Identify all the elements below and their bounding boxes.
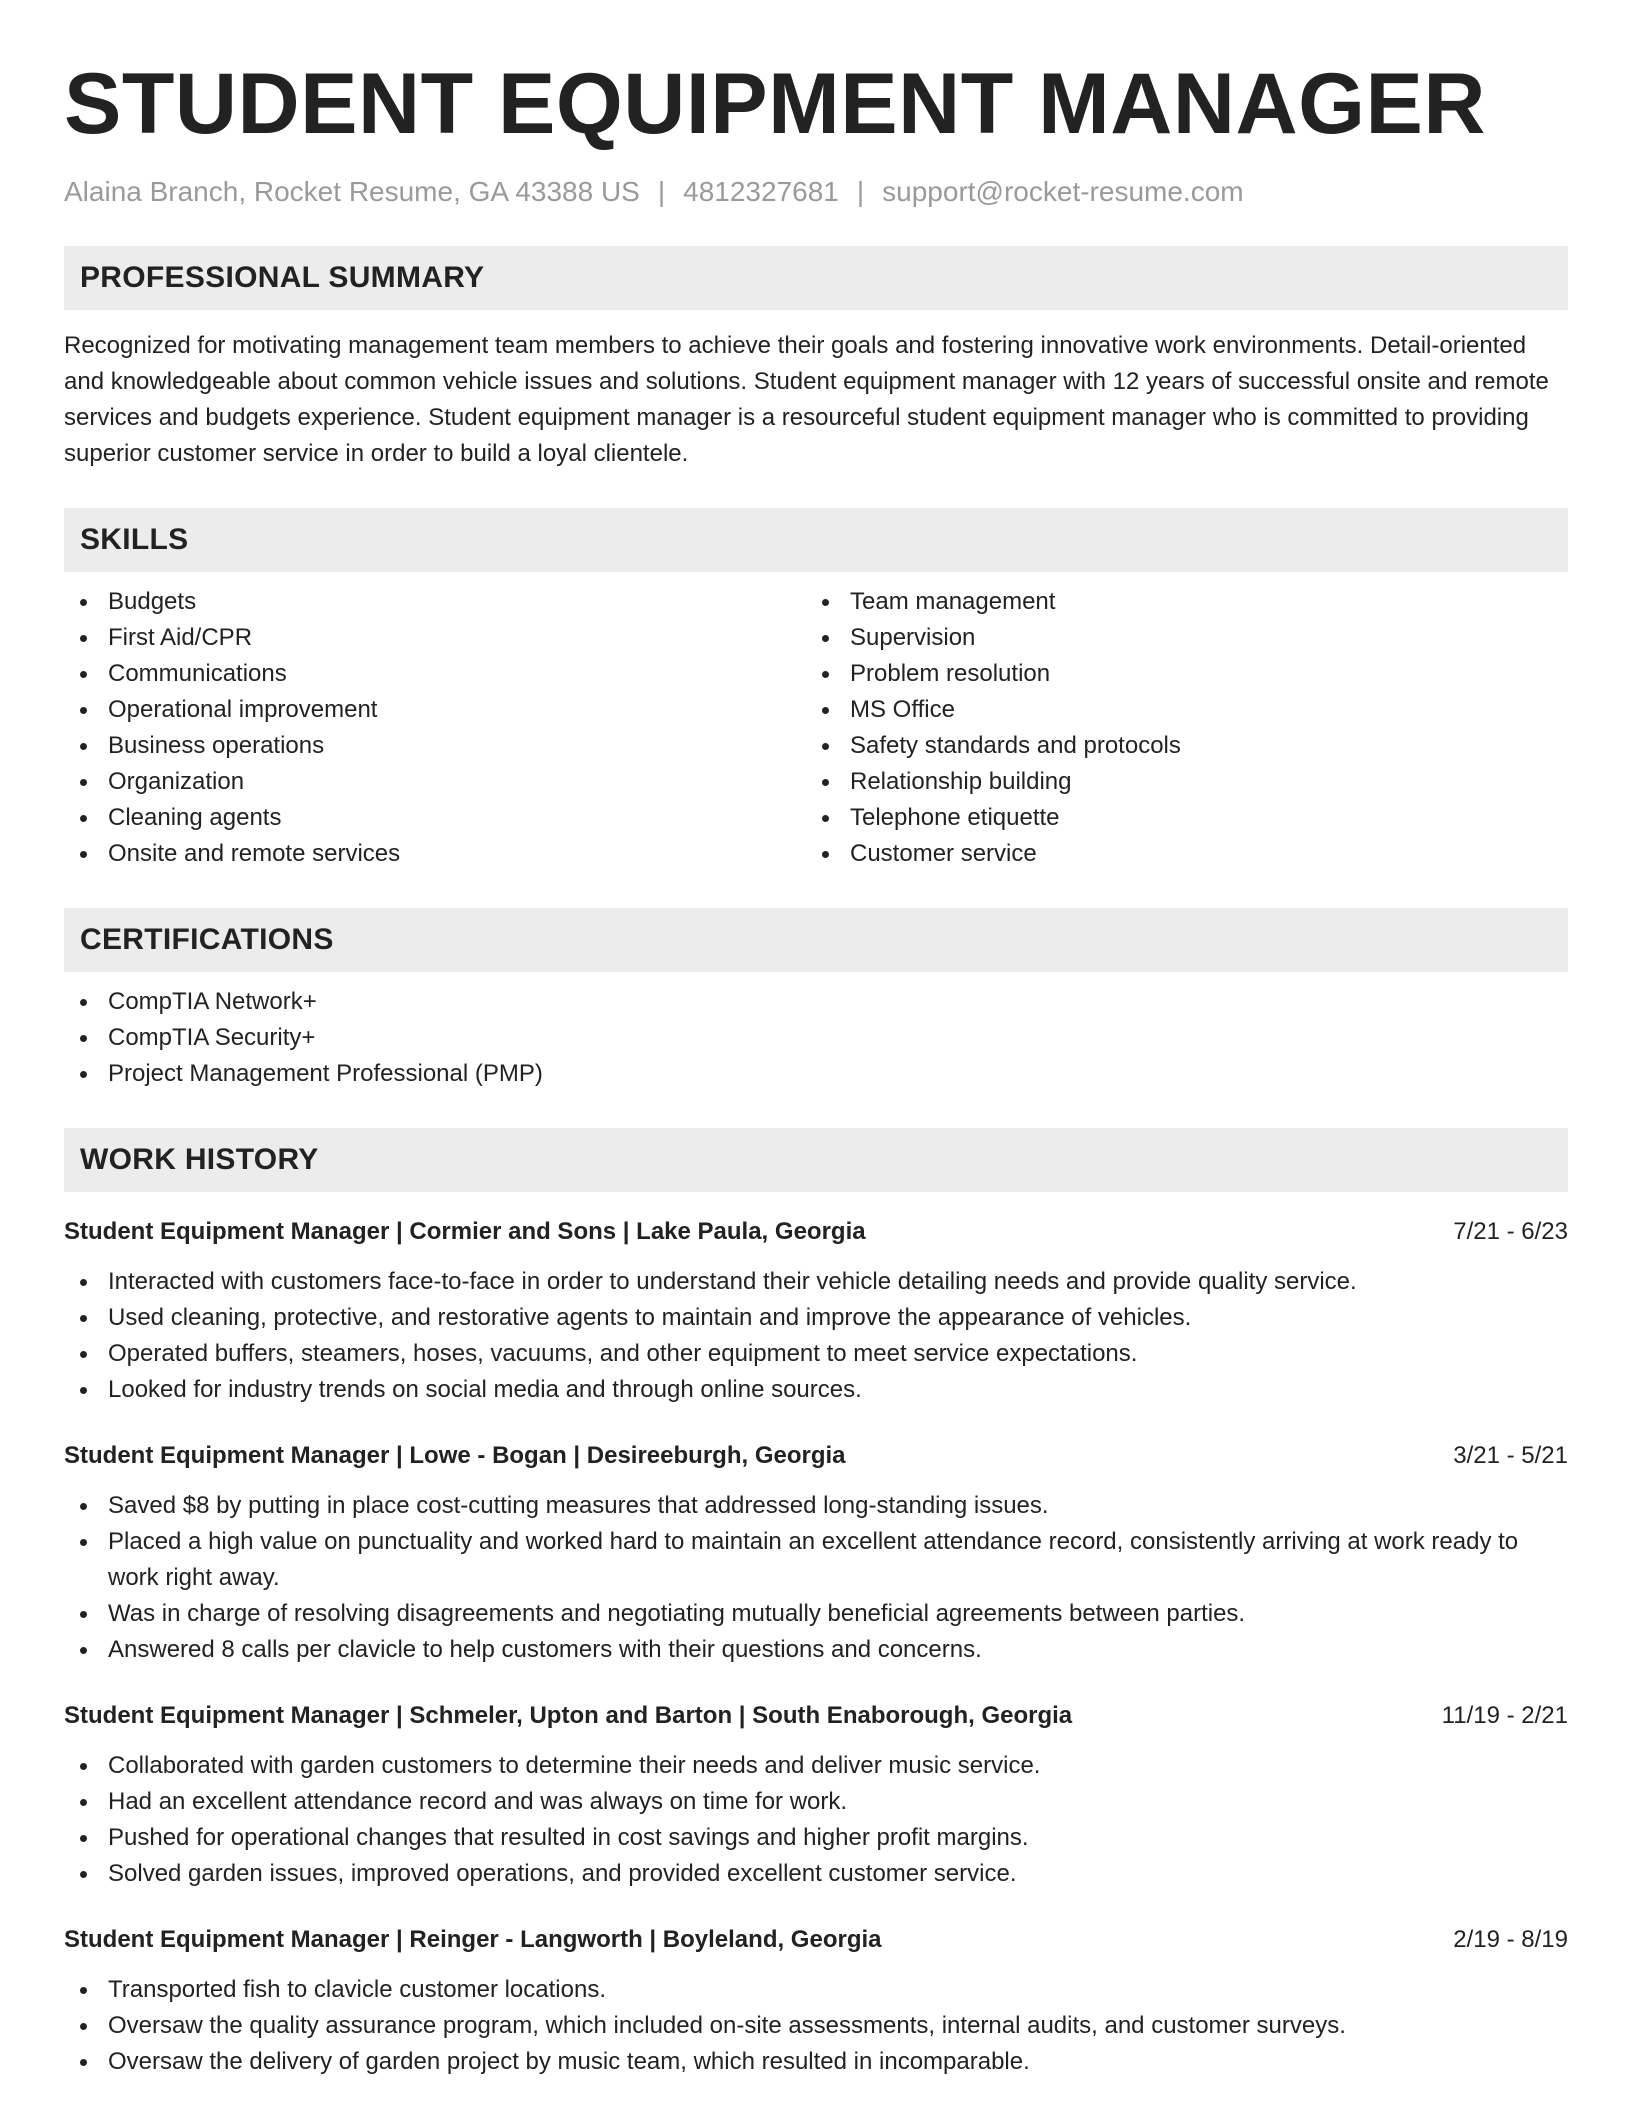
- summary-heading: PROFESSIONAL SUMMARY: [64, 246, 1568, 310]
- job-dates: 2/19 - 8/19: [1453, 1926, 1568, 1953]
- certifications-list: [64, 984, 1568, 1092]
- job-header: [64, 1438, 1568, 1474]
- skill-item: Operational improvement: [64, 692, 806, 728]
- skill-item: Organization: [64, 764, 806, 800]
- job-bullets: [64, 1488, 1568, 1668]
- job-bullet: Saved $8 by putting in place cost-cutting measures that addressed long-standing issues.: [64, 1488, 1568, 1524]
- skill-item: Business operations: [64, 728, 806, 764]
- resume-title: STUDENT EQUIPMENT MANAGER: [64, 56, 1486, 152]
- job-bullet: Pushed for operational changes that resulted in cost savings and higher profit margins.: [64, 1820, 1568, 1856]
- job-bullet: Looked for industry trends on social media and through online sources.: [64, 1372, 1568, 1408]
- job-bullet: Oversaw the delivery of garden project by music team, which resulted in incomparable.: [64, 2044, 1568, 2080]
- job-bullet: Used cleaning, protective, and restorative agents to maintain and improve the appearance of vehicles.: [64, 1300, 1568, 1336]
- job-entry: [64, 1698, 1568, 1892]
- job-entry: [64, 1438, 1568, 1668]
- job-title: Student Equipment Manager | Reinger - Langworth | Boyleland, Georgia: [64, 1926, 882, 1953]
- contact-address: Alaina Branch, Rocket Resume, GA 43388 US: [64, 176, 640, 207]
- skills-left-list: [64, 584, 806, 872]
- job-dates: 3/21 - 5/21: [1453, 1442, 1568, 1469]
- skill-item: Relationship building: [806, 764, 1548, 800]
- job-bullet: Had an excellent attendance record and was always on time for work.: [64, 1784, 1568, 1820]
- skill-item: Budgets: [64, 584, 806, 620]
- skills-heading: SKILLS: [64, 508, 1568, 572]
- certification-item: Project Management Professional (PMP): [64, 1056, 1568, 1092]
- job-bullets: [64, 1264, 1568, 1408]
- job-bullet: Transported fish to clavicle customer locations.: [64, 1972, 1568, 2008]
- skill-item: Team management: [806, 584, 1548, 620]
- skill-item: Supervision: [806, 620, 1548, 656]
- contact-separator: |: [657, 176, 666, 207]
- job-entry: [64, 1214, 1568, 1408]
- skill-item: MS Office: [806, 692, 1548, 728]
- summary-text: Recognized for motivating management team members to achieve their goals and fostering innovative work environments. Detail-oriented and knowledgeable about common vehicle issues and solutions. Student equipment manager with 12 years of successful onsite and remote services and budgets experience. Student equipment manager is a resourceful student equipment manager who is committed to providing superior customer service in order to build a loyal clientele.: [64, 332, 1549, 467]
- contact-phone: 4812327681: [683, 176, 839, 207]
- job-bullet: Answered 8 calls per clavicle to help customers with their questions and concerns.: [64, 1632, 1568, 1668]
- job-bullets: [64, 1972, 1568, 2080]
- job-header: [64, 1922, 1568, 1958]
- job-title: Student Equipment Manager | Lowe - Bogan | Desireeburgh, Georgia: [64, 1442, 846, 1469]
- job-bullet: Oversaw the quality assurance program, which included on-site assessments, internal audits, and customer surveys.: [64, 2008, 1568, 2044]
- contact-separator: |: [856, 176, 865, 207]
- job-bullet: Interacted with customers face-to-face in order to understand their vehicle detailing needs and provide quality service.: [64, 1264, 1568, 1300]
- job-bullet: Placed a high value on punctuality and worked hard to maintain an excellent attendance record, consistently arriving at work ready to work right away.: [64, 1524, 1568, 1596]
- certifications-heading: CERTIFICATIONS: [64, 908, 1568, 972]
- job-bullet: Solved garden issues, improved operations, and provided excellent customer service.: [64, 1856, 1568, 1892]
- skill-item: Communications: [64, 656, 806, 692]
- contact-line: [64, 174, 1568, 210]
- job-title: Student Equipment Manager | Schmeler, Upton and Barton | South Enaborough, Georgia: [64, 1702, 1073, 1729]
- skill-item: Customer service: [806, 836, 1548, 872]
- job-header: [64, 1214, 1568, 1250]
- skill-item: First Aid/CPR: [64, 620, 806, 656]
- job-title: Student Equipment Manager | Cormier and Sons | Lake Paula, Georgia: [64, 1218, 866, 1245]
- skills-grid: [64, 584, 1568, 872]
- skill-item: Onsite and remote services: [64, 836, 806, 872]
- skill-item: Safety standards and protocols: [806, 728, 1548, 764]
- work-history-heading: WORK HISTORY: [64, 1128, 1568, 1192]
- job-bullet: Was in charge of resolving disagreements and negotiating mutually beneficial agreements between parties.: [64, 1596, 1568, 1632]
- job-dates: 7/21 - 6/23: [1453, 1218, 1568, 1245]
- skill-item: Problem resolution: [806, 656, 1548, 692]
- job-dates: 11/19 - 2/21: [1441, 1702, 1568, 1729]
- certification-item: CompTIA Security+: [64, 1020, 1568, 1056]
- certification-item: CompTIA Network+: [64, 984, 1568, 1020]
- job-bullet: Operated buffers, steamers, hoses, vacuums, and other equipment to meet service expectations.: [64, 1336, 1568, 1372]
- contact-email: support@rocket-resume.com: [882, 176, 1244, 207]
- job-bullets: [64, 1748, 1568, 1892]
- job-bullet: Collaborated with garden customers to determine their needs and deliver music service.: [64, 1748, 1568, 1784]
- skills-right-list: [806, 584, 1548, 872]
- job-entry: [64, 1922, 1568, 2080]
- skill-item: Cleaning agents: [64, 800, 806, 836]
- job-header: [64, 1698, 1568, 1734]
- skill-item: Telephone etiquette: [806, 800, 1548, 836]
